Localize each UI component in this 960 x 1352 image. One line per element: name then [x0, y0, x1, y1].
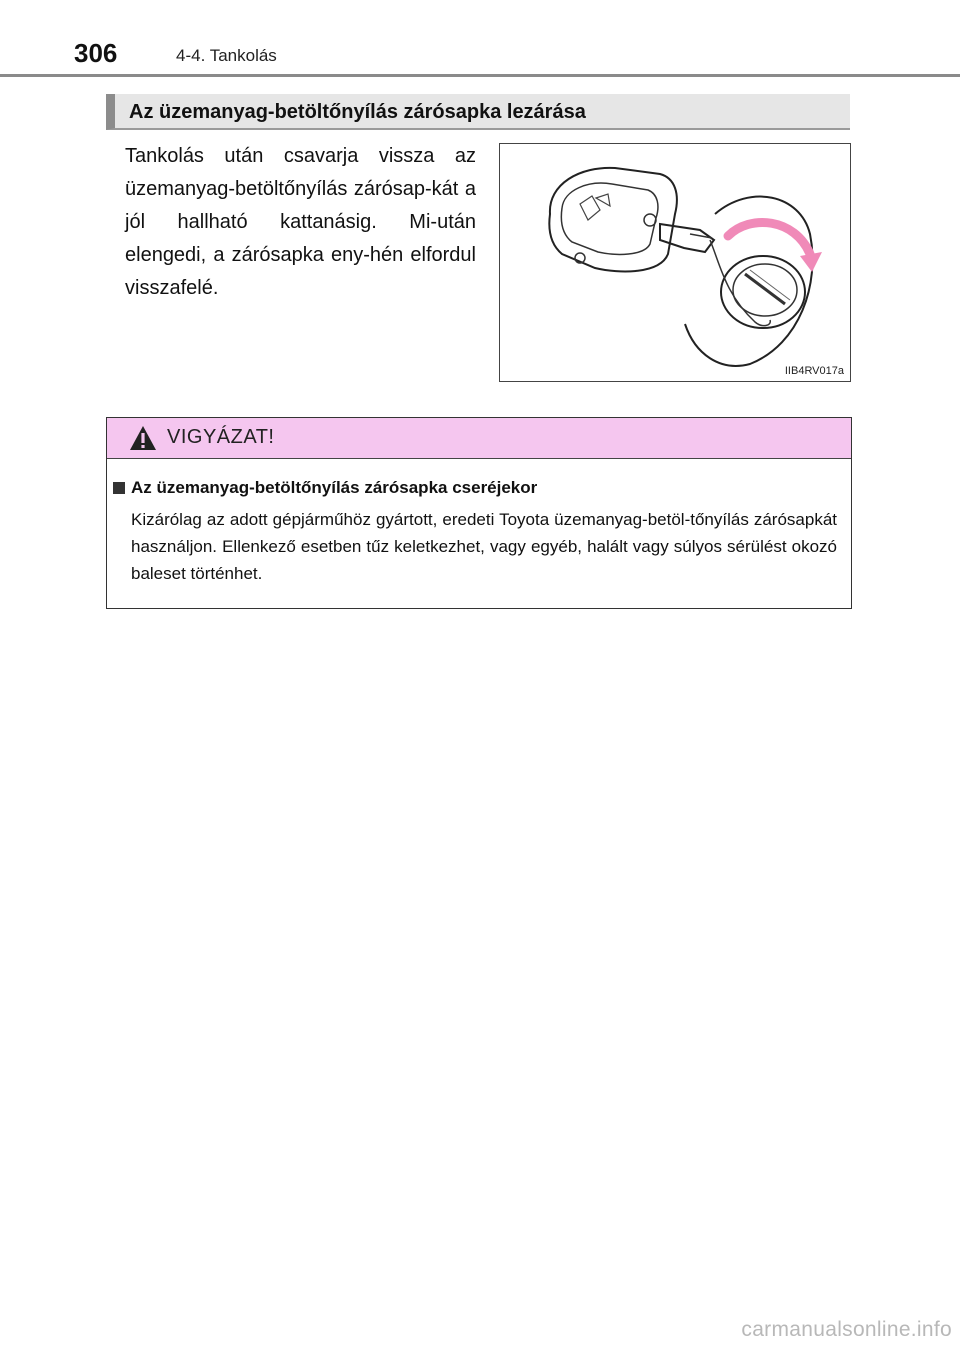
warning-header — [107, 418, 851, 459]
header-divider — [0, 74, 960, 77]
warning-body — [131, 506, 837, 587]
warning-body-text: Kizárólag az adott gépjárműhöz gyártott, eredeti Toyota üzemanyag-betöl-tőnyílás zárósapkát használjon. Ellenkező esetben tűz keletkezhet, vagy egyéb, halált vagy súlyos sérülést okozó baleset történhet. — [131, 510, 837, 583]
watermark: carmanualsonline.info — [741, 1318, 952, 1341]
square-bullet-icon — [113, 482, 125, 494]
figure-code: IIB4RV017a — [784, 365, 844, 377]
chapter-title: 4-4. Tankolás — [176, 46, 277, 65]
warning-subheading — [113, 478, 537, 498]
warning-triangle-icon — [129, 425, 157, 451]
page-number: 306 — [74, 38, 118, 68]
section-body-text: Tankolás után csavarja vissza az üzemanyag-betöltőnyílás zárósap-kát a jól hallható kattanásig. Mi-után elengedi, a zárósapka eny-hén elfordul visszafelé. — [125, 145, 476, 299]
warning-title: VIGYÁZAT! — [167, 426, 275, 448]
warning-box — [106, 417, 852, 609]
section-body — [125, 140, 476, 305]
fuel-cap-illustration — [499, 143, 851, 382]
section-heading — [106, 94, 850, 130]
fuel-cap-drawing — [500, 144, 849, 380]
warning-subheading-text: Az üzemanyag-betöltőnyílás zárósapka cseréjekor — [131, 478, 538, 497]
section-heading-text: Az üzemanyag-betöltőnyílás zárósapka lezárása — [129, 101, 586, 123]
